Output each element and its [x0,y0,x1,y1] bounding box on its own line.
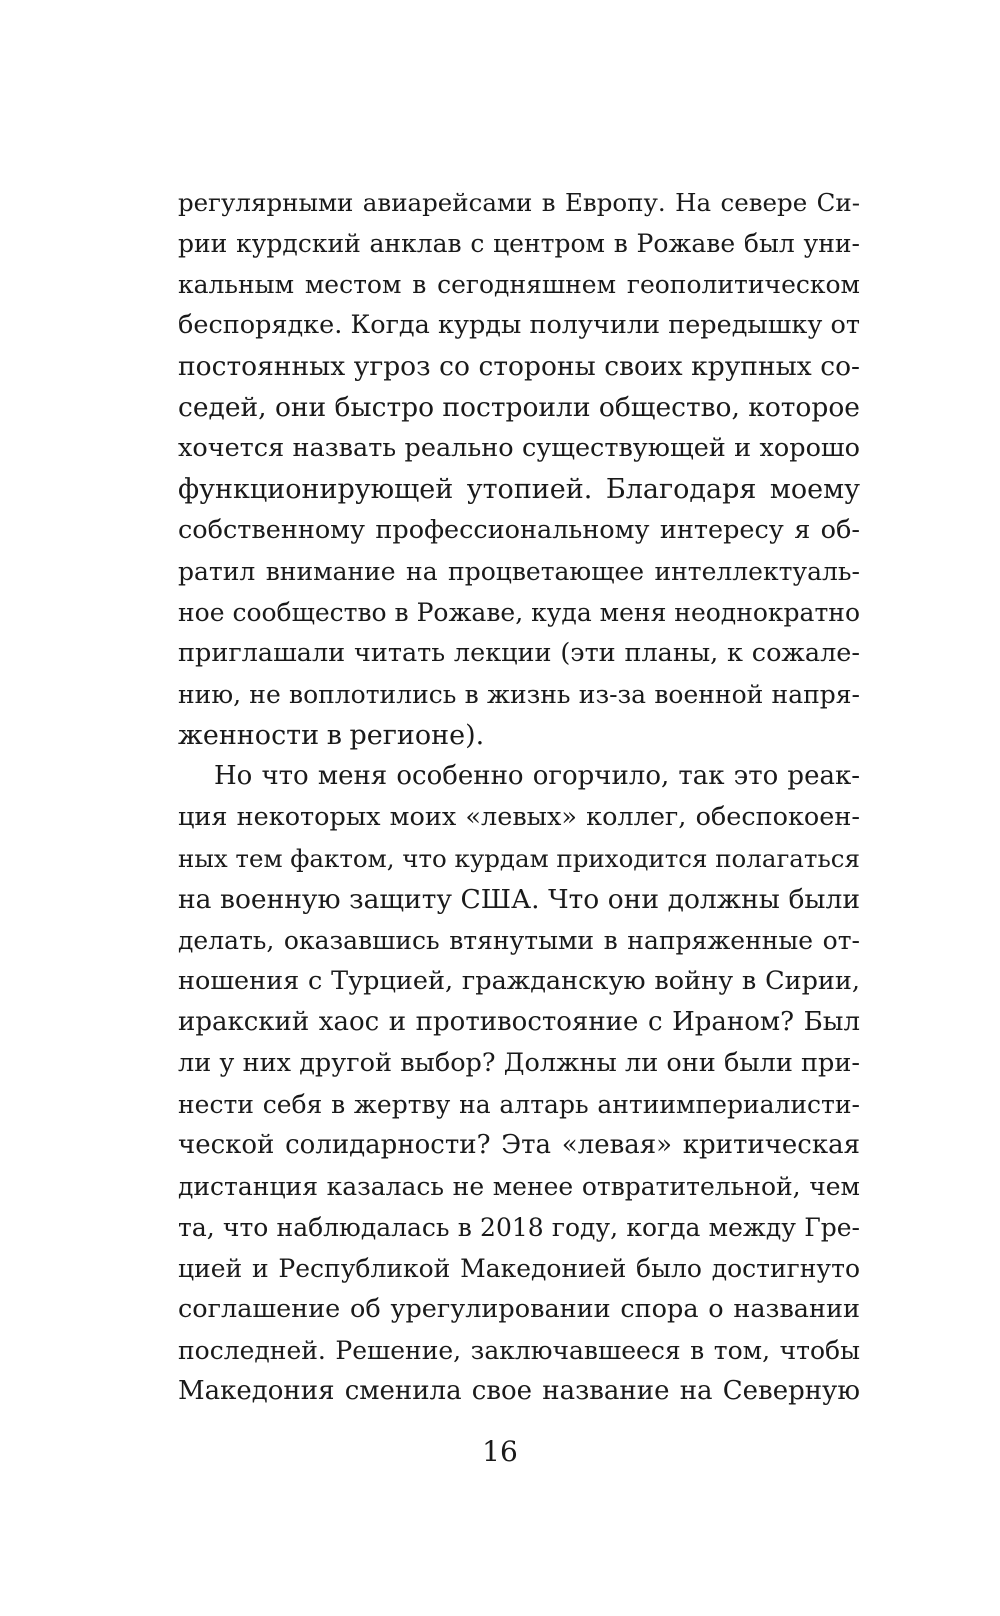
text-line: ратил внимание на процветающее интеллектуаль- [178,557,860,586]
text-line: седей, они быстро построили общество, которое [178,392,860,423]
text-line: регулярными авиарейсами в Европу. На севере Си- [178,188,860,217]
text-line: нести себя в жертву на алтарь антиимпериалисти- [178,1090,860,1119]
text-line: последней. Решение, заключавшееся в том, чтобы [178,1336,860,1365]
text-line: соглашение об урегулировании спора о названии [178,1294,860,1324]
text-line: дистанция казалась не менее отвратительной, чем [178,1172,860,1201]
text-line: функционирующей утопией. Благодаря моему [178,474,860,505]
text-line: хочется назвать реально существующей и хорошо [178,433,860,463]
text-line: Но что меня особенно огорчило, так это реак- [214,761,860,791]
body-text [178,182,860,1412]
text-line: рии курдский анклав с центром в Рожаве был уни- [178,229,860,258]
text-line: приглашали читать лекции (эти планы, к сожале- [178,638,860,668]
text-line: на военную защиту США. Что они должны были [178,884,860,915]
text-line: кальным местом в сегодняшнем геополитическом [178,270,860,299]
text-line: ных тем фактом, что курдам приходится полагаться [178,844,860,873]
text-line: ли у них другой выбор? Должны ли они были при- [178,1048,860,1078]
text-line: ное сообщество в Рожаве, куда меня неоднократно [178,598,860,627]
text-line: беспорядке. Когда курды получили передышку от [178,310,860,340]
text-line: та, что наблюдалась в 2018 году, когда между Гре- [178,1213,860,1242]
text-line: ческой солидарности? Эта «левая» критическая [178,1130,860,1160]
text-line: собственному профессиональному интересу я об- [178,515,860,545]
text-line: ция некоторых моих «левых» коллег, обеспокоен- [178,802,860,832]
page-number: 16 [482,1435,518,1468]
text-line: женности в регионе). [178,720,485,751]
text-line: цией и Республикой Македонией было достигнуто [178,1254,860,1283]
text-line: Македония сменила свое название на Северную [178,1376,860,1406]
text-line: иракский хаос и противостояние с Ираном? Был [178,1007,860,1037]
text-line: делать, оказавшись втянутыми в напряженные от- [178,926,860,955]
text-line: нию, не воплотились в жизнь из-за военной напря- [178,680,860,709]
text-line: ношения с Турцией, гражданскую войну в Сирии, [178,966,860,996]
text-line: постоянных угроз со стороны своих крупных со- [178,351,860,382]
